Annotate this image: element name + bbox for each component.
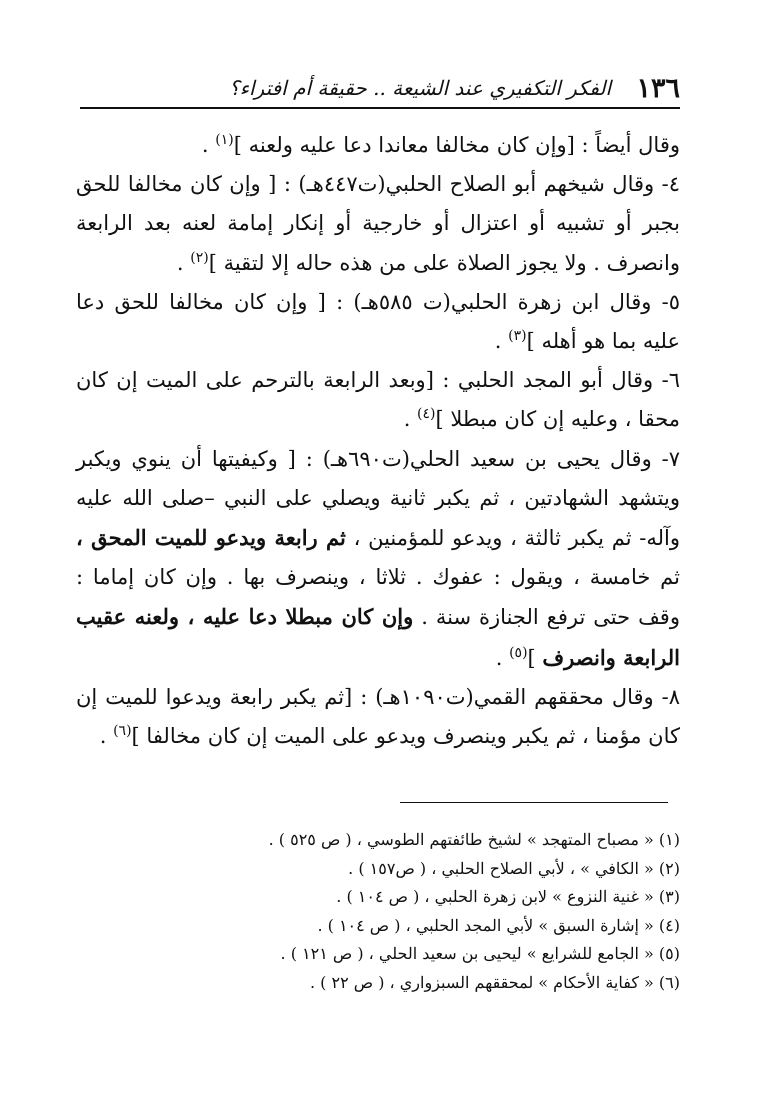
paragraph-4	[76, 361, 680, 439]
footnote-item: (٥) « الجامع للشرايع » ليحيى بن سعيد الحلي ، ( ص ١٢١ ) .	[280, 944, 680, 964]
paragraph-5	[76, 440, 680, 678]
bold-phrase-2: وإن كان مبطلا دعا عليه ، ولعنه عقيب الرابعة وانصرف	[76, 604, 680, 670]
footnote-ref-1: (١)	[215, 132, 234, 148]
paragraph-end: .	[176, 250, 191, 275]
paragraph-end: .	[201, 133, 216, 157]
footnotes-list	[150, 826, 680, 998]
footnote-ref-6: (٦)	[113, 723, 132, 740]
footnote-item: (٤) « إشارة السبق » لأبي المجد الحلبي ، ( ص ١٠٤ ) .	[317, 915, 680, 935]
footnote-item: (٦) « كفاية الأحكام » لمحققهم السبزواري ، ( ص ٢٢ ) .	[310, 972, 680, 992]
header-rule	[80, 107, 680, 109]
footnote-item: (٣) « غنية النزوع » لابن زهرة الحلبي ، ( ص ١٠٤ ) .	[336, 887, 680, 907]
paragraph-end: .	[99, 724, 114, 749]
paragraph-text: ٤- وقال شيخهم أبو الصلاح الحلبي(ت٤٤٧هـ) : [ وإن كان مخالفا للحق بجبر أو تشبيه أو اعتزال أو خارجية أو إنكار إمامة لعنه بعد الرابعة وانصرف . ولا يجوز الصلاة على من هذه حاله إلا لتقية ]	[76, 172, 680, 275]
paragraph-text: ]	[527, 645, 543, 670]
paragraph-text: ٧- وقال يحيى بن سعيد الحلي(ت٦٩٠هـ) : [ وكيفيتها أن ينوي ويكبر ويتشهد الشهادتين ، ثم يكبر ثانية ويصلي على النبي –صلى الله عليه وآله- ثم يكبر ثالثة ، ويدعو للمؤمنين ،	[76, 446, 680, 551]
footnote-ref-3: (٣)	[508, 328, 527, 345]
paragraph-text: ٦- وقال أبو المجد الحلبي : [وبعد الرابعة بالترحم على الميت إن كان محقا ، وعليه إن كان مبطلا ]	[76, 368, 680, 432]
footnote-ref-2: (٢)	[190, 249, 209, 266]
paragraph-1	[76, 126, 680, 165]
paragraph-6	[76, 678, 680, 756]
paragraph-text: ٥- وقال ابن زهرة الحلبي(ت ٥٨٥هـ) : [ وإن كان مخالفا للحق دعا عليه بما هو أهله ]	[76, 289, 681, 354]
footnote-item: (٢) « الكافي » ، لأبي الصلاح الحلبي ، ( ص١٥٧ ) .	[348, 858, 680, 878]
paragraph-2	[76, 165, 680, 283]
main-text	[76, 126, 680, 756]
paragraph-text: ٨- وقال محققهم القمي(ت١٠٩٠هـ) : [ثم يكبر رابعة ويدعوا للميت إن كان مؤمنا ، ثم يكبر وينصرف ويدعو على الميت إن كان مخالفا ]	[76, 684, 680, 749]
paragraph-text: وقال أيضاً : [وإن كان مخالفا معاندا دعا عليه ولعنه ]	[233, 133, 680, 157]
paragraph-end: .	[403, 407, 418, 432]
bold-phrase-1: ثم رابعة ويدعو للميت المحق ،	[76, 525, 346, 551]
paragraph-text: ثم خامسة ، ويقول : عفوك . ثلاثا ، وينصرف بها . وإن كان إماما : وقف حتى ترفع الجنازة سنة .	[76, 565, 680, 630]
footnote-separator	[400, 802, 668, 803]
paragraph-3	[76, 283, 680, 361]
footnote-item: (١) « مصباح المتهجد » لشيخ طائفتهم الطوسي ، ( ص ٥٢٥ ) .	[268, 830, 680, 849]
running-title: الفكر التكفيري عند الشيعة .. حقيقة أم افتراء؟	[228, 76, 612, 100]
paragraph-end: .	[495, 645, 510, 670]
paragraph-end: .	[494, 329, 509, 354]
footnote-ref-5: (٥)	[509, 644, 528, 661]
footnote-ref-4: (٤)	[417, 406, 436, 423]
page-header	[80, 70, 680, 110]
page-number: ١٣٦	[636, 73, 680, 104]
